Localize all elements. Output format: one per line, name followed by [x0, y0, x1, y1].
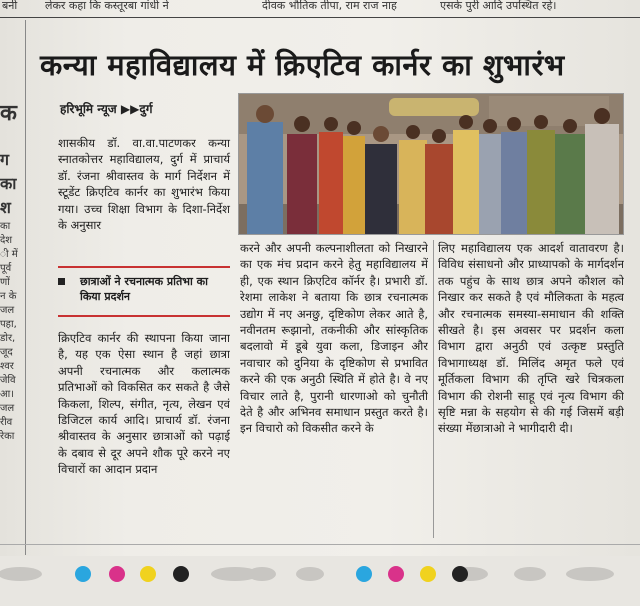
left-edge-line: श [0, 198, 11, 217]
byline: हरिभूमि न्यूज ▶▶दुर्ग [60, 102, 153, 116]
print-registration-strip [0, 556, 640, 606]
column-rule-right [433, 240, 434, 538]
column-2 [240, 240, 428, 540]
left-edge-line: जल [0, 403, 15, 414]
event-group-photo [238, 93, 624, 235]
left-edge-line: णों [0, 277, 10, 288]
yellow-registration-dot [420, 566, 436, 582]
left-edge-line: श्वर [0, 361, 14, 372]
intro-paragraph [58, 135, 230, 255]
headline: कन्या महाविद्यालय में क्रिएटिव कार्नर का शुभारंभ [40, 48, 565, 82]
column-rule-left [25, 20, 26, 555]
left-edge-line: न के [0, 291, 17, 302]
group-photo-illustration [239, 94, 623, 234]
left-edge-line: पहा, [0, 319, 17, 330]
column-1 [58, 330, 230, 542]
magenta-registration-dot [388, 566, 404, 582]
left-edge-line: आ। [0, 389, 15, 400]
left-edge-line: का [0, 221, 11, 232]
intro-text: शासकीय डॉ. वा.वा.पाटणकर कन्या स्नातकोत्तर महाविद्यालय, दुर्ग में प्राचार्य डॉ. रंजना श्रीवास्तव के मार्ग निर्देशन में स्टूडेंट क्रिएटिव कार्नर का शुभारंभ किया गया। उच्च शिक्षा विभाग के दिशा-निर्देश के अनुसार [58, 136, 230, 233]
left-edge-clipped-column [0, 100, 22, 510]
column-3 [438, 240, 624, 540]
cyan-registration-dot [356, 566, 372, 582]
left-edge-line: जूद [0, 347, 13, 358]
left-edge-line: ी में [0, 249, 18, 260]
top-strip [0, 0, 640, 14]
top-rule [0, 17, 640, 18]
left-edge-line: रेका [0, 431, 15, 442]
left-edge-line: क [0, 101, 17, 126]
cyan-registration-dot [75, 566, 91, 582]
left-edge-line: रीव [0, 417, 13, 428]
column-2-text: करने और अपनी कल्पनाशीलता को निखारने का एक मंच प्रदान करने हेतु महाविद्यालय में ही, एक स्थान क्रिएटिव कॉर्नर है। प्रभारी डॉ. रेशमा लाकेश ने बताया कि छात्र रचनात्मक उद्योग में नए अनछु, दृष्टिकोण लेकर आते है, नवीनतम रूझानो, तकनीकी और सांस्कृतिक बदलावो में डूबे युवा कला, डिजाइन और नवाचार को दुनिया के दृष्टिकोण से प्रभावित करने की एक अनुठी स्थिति में होते है। वे नए विचार लाते है, पुरानी धारणाओ को चुनौती देते है और अभिनव समाधान प्रस्तुत करते है। इन विचारो को विकसीत करने के [240, 241, 428, 436]
magenta-registration-dot [109, 566, 125, 582]
left-edge-line: जेवि [0, 375, 16, 386]
top-strip-right: एसके पुरी आदि उपस्थित रहे। [440, 0, 557, 12]
yellow-registration-dot [140, 566, 156, 582]
left-edge-line: जल [0, 305, 15, 316]
black-registration-dot [173, 566, 189, 582]
bottom-rule [0, 544, 640, 545]
left-edge-line: का [0, 174, 17, 193]
top-strip-left: बनी [2, 0, 18, 12]
black-registration-dot [452, 566, 468, 582]
subhead-text: छात्राओं ने रचनात्मक प्रतिभा का किया प्रदर्शन [80, 275, 208, 303]
subhead-bottom-rule [58, 315, 230, 317]
top-strip-center-right: दीवक भौतिक तीपा, राम राज नाह [262, 0, 397, 12]
column-1-text: क्रिएटिव कार्नर की स्थापना किया जाना है, यह एक ऐसा स्थान है जहां छात्रा अपनी रचनात्मक और कलात्मक प्रतिभाओं को विकसित कर सकते है जैसे किकला, शिल्प, संगीत, नृत्य, लेखन एवं डिजिटल कार्य आदि। प्राचार्य डॉ. रंजना श्रीवास्तव के अनुसार छात्राओं को पढ़ाई के दबाव से दूर अपने शौक पूरे करने नए विचारों का आदान प्रदान [58, 331, 230, 477]
subhead-top-rule [58, 266, 230, 268]
left-edge-line: देश [0, 235, 13, 246]
left-edge-line: ग [0, 150, 10, 169]
left-edge-line: पूर्व [0, 263, 12, 274]
left-edge-line: डोर, [0, 333, 16, 344]
subhead [58, 274, 218, 304]
column-3-text: लिए महाविद्यालय एक आदर्श वातावरण है। विविध संसाधनो और प्राध्यापको के मार्गदर्शन तक पहुंच के साथ छात्र अपने कौशल को निखार कर सकते है एवं मौलिकता के महत्व और रचनात्मक समस्या-समाधान की शक्ति सीखते है। इस अवसर पर प्रदर्शन कला विभाग द्वारा अनुठी एवं उत्कृष्ट प्रस्तुति विभागाध्यक्ष डॉ. मिलिंद अमृत फले एवं मूर्तिकला विभाग की तृप्ति खरे चित्रकला विभाग की रोशनी साहू एवं नृत्य विभाग की सृष्टि मन्ना के सहयोग से की गई जिसमें बड़ी संख्या मेंछात्राओ ने भागीदारी दी। [438, 241, 624, 436]
square-bullet-icon [58, 278, 65, 285]
top-strip-middle: लेकर कहा कि कस्तूरबा गांधी ने [45, 0, 169, 12]
